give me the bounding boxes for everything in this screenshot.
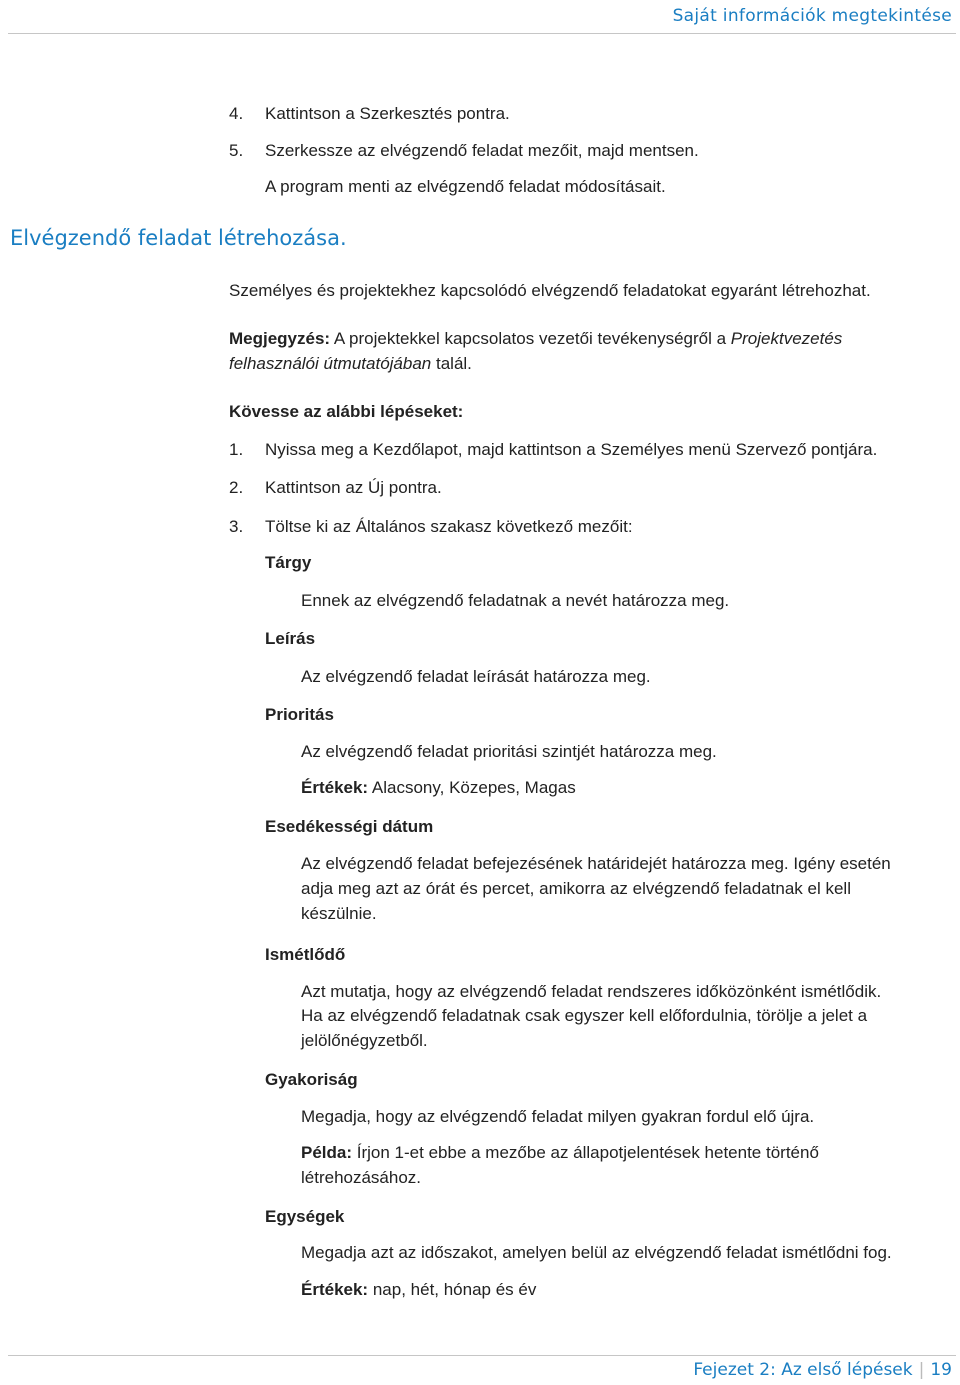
field-recurring-desc-line: jelölőnégyzetből. [301, 1031, 428, 1050]
values-label: Értékek: [301, 778, 369, 797]
field-description-name: Leírás [265, 629, 316, 648]
field-due-date-desc-line: készülnie. [301, 904, 377, 923]
page-header-title: Saját információk megtekintése [672, 6, 952, 26]
step-number: 2. [229, 478, 244, 497]
note-line-2 [229, 354, 472, 374]
field-due-date-desc-line: Az elvégzendő feladat befejezésének határidejét határozza meg. Igény esetén [301, 854, 891, 873]
field-units-values [301, 1280, 536, 1300]
note-line-1 [229, 329, 842, 349]
field-units-desc: Megadja azt az időszakot, amelyen belül az elvégzendő feladat ismétlődni fog. [301, 1243, 892, 1262]
note-text-after: talál. [435, 354, 472, 373]
note-italic-1: Projektvezetés [730, 329, 843, 348]
step-text: Töltse ki az Általános szakasz következő mezőit: [265, 517, 633, 536]
section-heading: Elvégzendő feladat létrehozása. [10, 226, 347, 250]
field-units-name: Egységek [265, 1207, 345, 1226]
field-recurring-desc-line: Azt mutatja, hogy az elvégzendő feladat rendszeres időközönként ismétlődik. [301, 982, 882, 1001]
values-text: Alacsony, Közepes, Magas [371, 778, 576, 797]
values-text: nap, hét, hónap és év [372, 1280, 537, 1299]
field-recurring-desc-line: Ha az elvégzendő feladatnak csak egyszer kell előfordulnia, törölje a jelet a [301, 1006, 868, 1025]
footer-separator: | [918, 1360, 925, 1380]
intro-step-5 [229, 141, 699, 161]
footer-chapter: Fejezet 2: Az első lépések [693, 1360, 913, 1380]
step-number: 1. [229, 440, 244, 459]
step-2 [229, 478, 442, 498]
field-subject-name: Tárgy [265, 553, 312, 572]
step-number: 4. [229, 104, 244, 123]
step-1 [229, 440, 877, 460]
follow-steps-heading: Kövesse az alábbi lépéseket: [229, 402, 464, 421]
field-recurring-name: Ismétlődő [265, 945, 346, 964]
field-frequency-example-line-2: létrehozásához. [301, 1168, 422, 1187]
step-text: Kattintson a Szerkesztés pontra. [265, 104, 510, 123]
header-divider [8, 33, 956, 34]
step-text: Nyissa meg a Kezdőlapot, majd kattintson a Személyes menü Szervező pontjára. [265, 440, 878, 459]
field-due-date-desc-line: adja meg azt az órát és percet, amikorra az elvégzendő feladatnak el kell [301, 879, 851, 898]
example-text: Írjon 1-et ebbe a mezőbe az állapotjelentések hetente történő [356, 1143, 819, 1162]
values-label: Értékek: [301, 1280, 369, 1299]
note-italic-2: felhasználói útmutatójában [229, 354, 432, 373]
field-frequency-desc: Megadja, hogy az elvégzendő feladat milyen gyakran fordul elő újra. [301, 1107, 815, 1126]
step-number: 3. [229, 517, 244, 536]
field-subject-desc: Ennek az elvégzendő feladatnak a nevét határozza meg. [301, 591, 730, 610]
field-frequency-name: Gyakoriság [265, 1070, 358, 1089]
step-text: Szerkessze az elvégzendő feladat mezőit, majd mentsen. [265, 141, 699, 160]
example-label: Példa: [301, 1143, 353, 1162]
step-text: Kattintson az Új pontra. [265, 478, 442, 497]
footer-divider [8, 1355, 956, 1356]
field-description-desc: Az elvégzendő feladat leírását határozza meg. [301, 667, 651, 686]
page-footer [693, 1360, 952, 1380]
field-priority-desc: Az elvégzendő feladat prioritási szintjét határozza meg. [301, 742, 717, 761]
note-text: A projektekkel kapcsolatos vezetői tevékenységről a [333, 329, 727, 348]
step-number: 5. [229, 141, 244, 160]
intro-result: A program menti az elvégzendő feladat módosításait. [265, 177, 666, 196]
footer-page-number: 19 [930, 1360, 952, 1380]
intro-step-4 [229, 104, 510, 124]
note-label: Megjegyzés: [229, 329, 331, 348]
field-priority-name: Prioritás [265, 705, 334, 724]
section-intro: Személyes és projektekhez kapcsolódó elvégzendő feladatokat egyaránt létrehozhat. [229, 281, 871, 300]
field-due-date-name: Esedékességi dátum [265, 817, 434, 836]
field-priority-values [301, 778, 576, 798]
step-3 [229, 517, 633, 537]
field-frequency-example-line-1 [301, 1143, 819, 1163]
